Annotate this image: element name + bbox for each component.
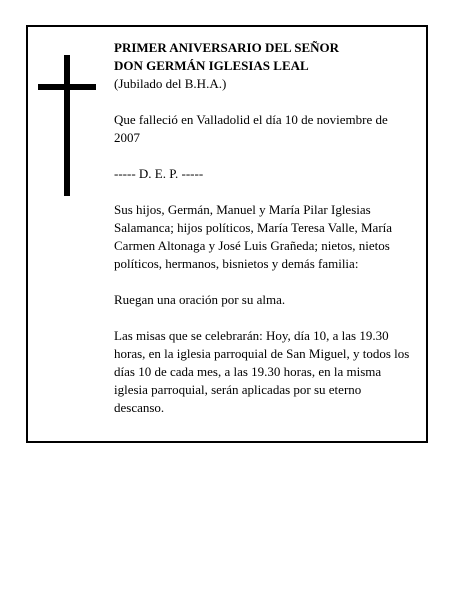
cross-vertical-bar [64,55,70,196]
prayer-request: Ruegan una oración por su alma. [114,292,286,307]
notice-title-line-1: PRIMER ANIVERSARIO DEL SEÑOR [114,40,340,55]
masses-paragraph: Las misas que se celebrarán: Hoy, día 10, a las 19.30 horas, en la iglesia parroquial de San Miguel, y todos los días 10 de cada mes, a las 19.30 horas, en la misma iglesia parroquial, serán aplicadas por su eterno descanso. [114,328,410,415]
paragraph-gap [114,183,414,201]
family-paragraph: Sus hijos, Germán, Manuel y María Pilar Iglesias Salamanca; hijos políticos, María Teresa Valle, María Carmen Altonaga y José Luis Grañeda; nietos, nietos políticos, hermanos, bisnietos y demás familia: [114,202,393,271]
notice-text-block [114,39,414,417]
death-statement: Que falleció en Valladolid el día 10 de noviembre de 2007 [114,112,388,145]
paragraph-gap [114,93,414,111]
paragraph-gap [114,309,414,327]
notice-title-line-2: DON GERMÁN IGLESIAS LEAL [114,58,309,73]
rip-line: ----- D. E. P. ----- [114,166,204,181]
paragraph-gap [114,147,414,165]
notice-subtitle: (Jubilado del B.H.A.) [114,76,227,91]
paragraph-gap [114,273,414,291]
cross-horizontal-bar [38,84,96,90]
